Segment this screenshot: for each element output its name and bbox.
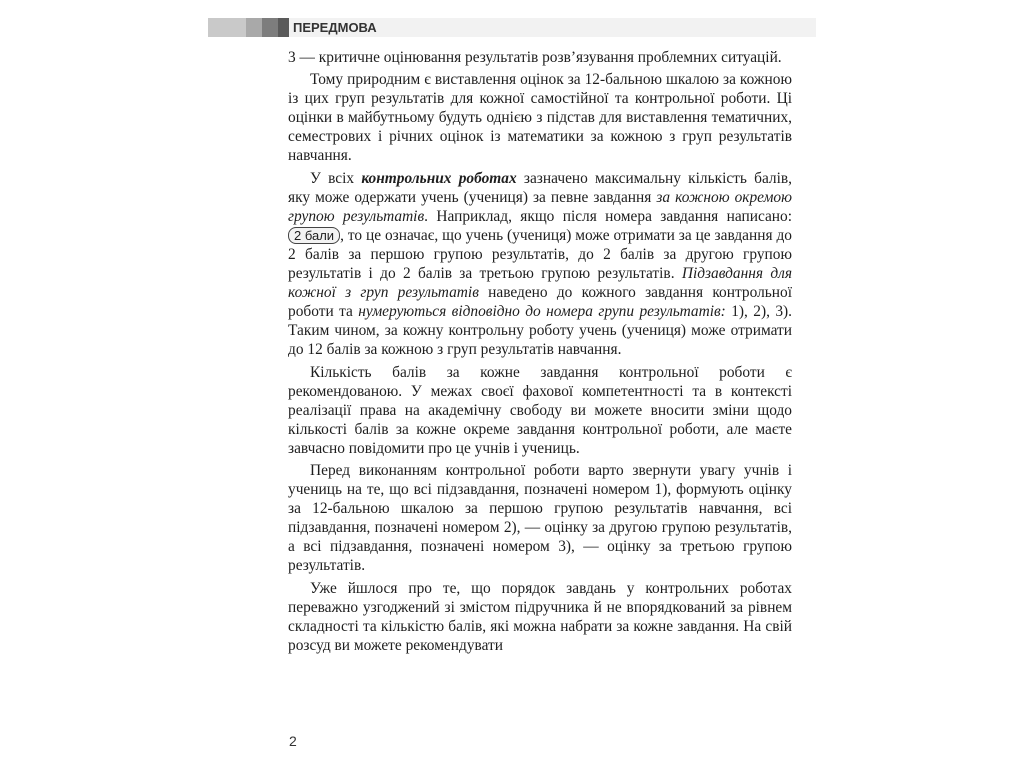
page-body	[288, 48, 792, 658]
page-number: 2	[289, 733, 297, 749]
text-run: У всіх	[310, 169, 362, 187]
header-decoration	[208, 18, 293, 37]
text-run: . Наприклад, якщо після номера завдання написано:	[424, 207, 792, 225]
points-badge: 2 бали	[288, 227, 340, 244]
header-bar-segment	[262, 18, 278, 37]
paragraph-5: Перед виконанням контрольної роботи варто звернути увагу учнів і учениць на те, що всі підзавдання, позначені номером 1), формують оцінку за 12-бальною шкалою за першою групою результатів навчання, всі підзавдання, позначені номером 2), — оцінку за другою групою результатів, а всі підзавдання, позначені номером 3), — оцінку за третьою групою результатів.	[288, 461, 792, 575]
header-bar-segment	[246, 18, 262, 37]
text-run: наведено до кожного завдання контрольної роботи та	[288, 284, 792, 321]
paragraph-4: Кількість балів за кожне завдання контрольної роботи є рекомендованою. У межах своєї фахової компетентності та в контексті реалізації права на академічну свободу ви можете вносити зміни щодо кількості балів за кожне окреме завдання контрольної роботи, але маєте завчасно повідомити про це учнів і учениць.	[288, 363, 792, 457]
paragraph-3	[288, 169, 792, 360]
emphasis-italic: нумеруються відповідно до номера групи результатів:	[358, 303, 726, 321]
emphasis-italic: за кожною окремою групою результатів	[288, 188, 792, 225]
emphasis-italic: Підзавдання для кожної з груп результатів	[288, 265, 792, 302]
paragraph-1: 3 — критичне оцінювання результатів розв’язування проблемних ситуацій.	[288, 49, 782, 66]
emphasis-bold-italic: контрольних роботах	[361, 169, 517, 187]
header-bar-segment	[208, 18, 246, 37]
text-run: зазначено максимальну кількість балів, яку може одержати учень (учениця) за певне завдання	[288, 169, 793, 206]
text-run: 1), 2), 3). Таким чином, за кожну контрольну роботу учень (учениця) може отримати до 12 балів за кожною з груп результатів навчання.	[288, 303, 792, 359]
text-run: , то це означає, що учень (учениця) може отримати за це завдання до 2 балів за першою групою результатів, до 2 балів за другою групою результатів і до 2 балів за третьою групою результатів.	[288, 226, 792, 283]
paragraph-6: Уже йшлося про те, що порядок завдань у контрольних роботах переважно узгоджений зі змістом підручника й не впорядкований за рівнем складності та кількістю балів, які можна набрати за кожне завдання. На свій розсуд ви можете рекомендувати	[288, 579, 792, 654]
paragraph-2: Тому природним є виставлення оцінок за 12-бальною шкалою за кожною із цих груп результатів для кожної самостійної та контрольної роботи. Ці оцінки в майбутньому будуть однією з підстав для виставлення тематичних, семестрових і річних оцінок із математики за кожною з груп результатів навчання.	[288, 71, 792, 165]
section-title: ПЕРЕДМОВА	[289, 18, 816, 37]
